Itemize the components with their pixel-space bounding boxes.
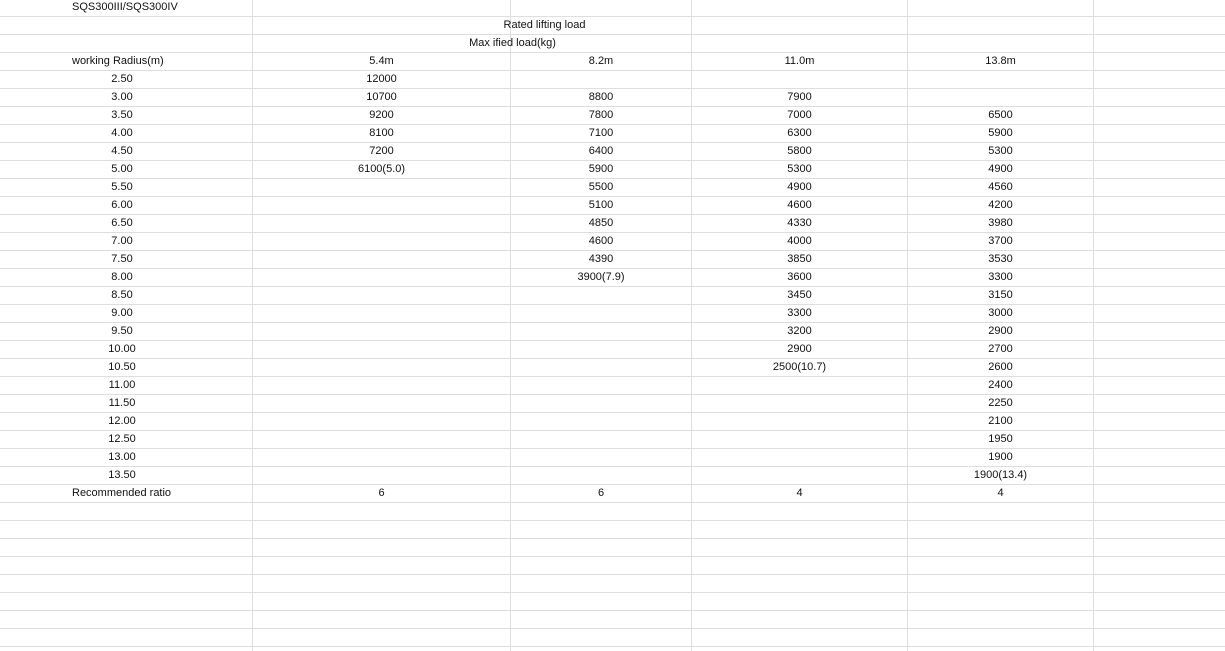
load-cell-11.0m bbox=[692, 70, 907, 88]
load-cell-5.4m bbox=[253, 394, 510, 412]
load-cell-8.2m: 6400 bbox=[588, 145, 614, 157]
load-cell-11.0m: 5800 bbox=[787, 145, 812, 157]
radius-cell: 5.00 bbox=[111, 163, 133, 175]
radius-cell: 3.00 bbox=[111, 91, 133, 103]
radius-cell: 5.50 bbox=[111, 181, 133, 193]
radius-cell: 9.50 bbox=[111, 325, 133, 337]
load-cell-11.0m: 4000 bbox=[787, 235, 812, 247]
radius-cell: 13.50 bbox=[108, 469, 136, 481]
load-cell-5.4m bbox=[253, 250, 510, 268]
load-cell-8.2m: 4600 bbox=[588, 235, 614, 247]
load-cell-8.2m bbox=[511, 448, 691, 466]
load-cell-11.0m: 3450 bbox=[787, 289, 812, 301]
load-cell-5.4m bbox=[253, 232, 510, 250]
load-cell-13.8m: 4200 bbox=[988, 199, 1013, 211]
boom-header-11.0m: 11.0m bbox=[784, 55, 815, 67]
load-cell-13.8m: 2400 bbox=[988, 379, 1013, 391]
radius-cell: 2.50 bbox=[111, 73, 133, 85]
row-divider bbox=[0, 646, 1225, 647]
load-cell-8.2m bbox=[511, 358, 691, 376]
load-cell-8.2m: 4390 bbox=[588, 253, 614, 265]
load-cell-13.8m: 3150 bbox=[988, 289, 1013, 301]
load-cell-5.4m bbox=[253, 214, 510, 232]
max-load-header: Max ified load(kg) bbox=[469, 37, 556, 49]
load-cell-11.0m bbox=[692, 448, 907, 466]
row-divider bbox=[0, 502, 1225, 503]
column-divider bbox=[1093, 0, 1094, 651]
load-cell-5.4m: 10700 bbox=[366, 91, 397, 103]
boom-header-13.8m: 13.8m bbox=[985, 55, 1016, 67]
load-cell-8.2m: 5500 bbox=[588, 181, 614, 193]
load-cell-11.0m: 3200 bbox=[787, 325, 812, 337]
load-cell-13.8m: 2250 bbox=[988, 397, 1013, 409]
radius-cell: 10.00 bbox=[108, 343, 136, 355]
load-cell-13.8m bbox=[908, 70, 1093, 88]
ratio-value-11.0m: 4 bbox=[796, 487, 803, 499]
load-cell-5.4m: 12000 bbox=[366, 73, 397, 85]
load-cell-11.0m: 4330 bbox=[787, 217, 812, 229]
load-cell-11.0m: 3300 bbox=[787, 307, 812, 319]
load-cell-13.8m: 1900 bbox=[988, 451, 1013, 463]
load-cell-13.8m: 3000 bbox=[988, 307, 1013, 319]
radius-cell: 4.50 bbox=[111, 145, 133, 157]
load-cell-5.4m bbox=[253, 340, 510, 358]
working-radius-header: working Radius(m) bbox=[72, 55, 164, 67]
load-cell-5.4m bbox=[253, 196, 510, 214]
load-cell-13.8m: 4900 bbox=[988, 163, 1013, 175]
load-cell-8.2m: 7100 bbox=[588, 127, 614, 139]
load-cell-13.8m: 5300 bbox=[988, 145, 1013, 157]
load-cell-13.8m: 2700 bbox=[988, 343, 1013, 355]
load-cell-11.0m: 3600 bbox=[787, 271, 812, 283]
load-cell-8.2m: 5900 bbox=[588, 163, 614, 175]
load-cell-13.8m: 3980 bbox=[988, 217, 1013, 229]
load-cell-5.4m: 9200 bbox=[369, 109, 394, 121]
load-cell-5.4m bbox=[253, 358, 510, 376]
radius-cell: 7.50 bbox=[111, 253, 133, 265]
load-cell-11.0m: 4600 bbox=[787, 199, 812, 211]
row-divider bbox=[0, 556, 1225, 557]
radius-cell: 12.00 bbox=[108, 415, 136, 427]
boom-header-5.4m: 5.4m bbox=[369, 55, 394, 67]
load-cell-5.4m: 7200 bbox=[369, 145, 394, 157]
radius-cell: 4.00 bbox=[111, 127, 133, 139]
model-title: SQS300III/SQS300IV bbox=[72, 1, 178, 13]
load-cell-13.8m: 6500 bbox=[988, 109, 1013, 121]
load-cell-8.2m bbox=[511, 412, 691, 430]
load-cell-8.2m bbox=[511, 394, 691, 412]
load-cell-8.2m: 5100 bbox=[588, 199, 614, 211]
load-cell-8.2m: 4850 bbox=[588, 217, 614, 229]
load-cell-5.4m bbox=[253, 322, 510, 340]
load-cell-13.8m: 4560 bbox=[988, 181, 1013, 193]
row-divider bbox=[0, 592, 1225, 593]
load-cell-8.2m: 7800 bbox=[588, 109, 614, 121]
radius-cell: 13.00 bbox=[108, 451, 136, 463]
load-cell-8.2m bbox=[511, 376, 691, 394]
radius-cell: 8.50 bbox=[111, 289, 133, 301]
radius-cell: 11.00 bbox=[108, 379, 136, 391]
row-divider bbox=[0, 610, 1225, 611]
row-divider bbox=[0, 574, 1225, 575]
radius-cell: 3.50 bbox=[111, 109, 133, 121]
load-cell-11.0m: 2900 bbox=[787, 343, 812, 355]
ratio-value-8.2m: 6 bbox=[597, 487, 605, 499]
row-divider bbox=[0, 628, 1225, 629]
load-cell-13.8m: 3700 bbox=[988, 235, 1013, 247]
load-cell-11.0m: 6300 bbox=[787, 127, 812, 139]
radius-cell: 8.00 bbox=[111, 271, 133, 283]
ratio-value-5.4m: 6 bbox=[378, 487, 385, 499]
load-cell-11.0m bbox=[692, 376, 907, 394]
radius-cell: 7.00 bbox=[111, 235, 133, 247]
load-cell-13.8m: 5900 bbox=[988, 127, 1013, 139]
radius-cell: 12.50 bbox=[108, 433, 136, 445]
load-cell-8.2m bbox=[511, 466, 691, 484]
load-cell-11.0m: 4900 bbox=[787, 181, 812, 193]
load-cell-13.8m: 1900(13.4) bbox=[973, 469, 1028, 481]
load-cell-5.4m bbox=[253, 286, 510, 304]
load-cell-5.4m bbox=[253, 376, 510, 394]
load-cell-5.4m bbox=[253, 178, 510, 196]
load-cell-5.4m bbox=[253, 466, 510, 484]
load-cell-5.4m: 6100(5.0) bbox=[357, 163, 406, 175]
radius-cell: 6.50 bbox=[111, 217, 133, 229]
load-cell-11.0m: 7900 bbox=[787, 91, 812, 103]
load-cell-11.0m: 7000 bbox=[787, 109, 812, 121]
load-cell-8.2m bbox=[511, 340, 691, 358]
load-cell-5.4m bbox=[253, 430, 510, 448]
load-cell-13.8m: 2100 bbox=[988, 415, 1013, 427]
load-cell-8.2m bbox=[511, 322, 691, 340]
load-cell-11.0m bbox=[692, 412, 907, 430]
load-cell-13.8m: 3300 bbox=[988, 271, 1013, 283]
load-cell-11.0m: 2500(10.7) bbox=[772, 361, 827, 373]
load-cell-11.0m: 3850 bbox=[787, 253, 812, 265]
recommended-ratio-label: Recommended ratio bbox=[72, 487, 172, 499]
load-cell-8.2m bbox=[511, 286, 691, 304]
load-cell-5.4m bbox=[253, 412, 510, 430]
load-cell-8.2m: 3900(7.9) bbox=[577, 271, 625, 283]
load-cell-13.8m: 2600 bbox=[988, 361, 1013, 373]
row-divider bbox=[0, 520, 1225, 521]
load-cell-5.4m bbox=[253, 268, 510, 286]
radius-cell: 6.00 bbox=[111, 199, 133, 211]
load-cell-13.8m: 3530 bbox=[988, 253, 1013, 265]
radius-cell: 9.00 bbox=[111, 307, 133, 319]
load-cell-11.0m bbox=[692, 394, 907, 412]
load-cell-8.2m bbox=[511, 304, 691, 322]
load-cell-5.4m: 8100 bbox=[369, 127, 394, 139]
boom-header-8.2m: 8.2m bbox=[588, 55, 614, 67]
load-cell-13.8m: 2900 bbox=[988, 325, 1013, 337]
load-cell-13.8m: 1950 bbox=[988, 433, 1013, 445]
load-cell-8.2m bbox=[511, 430, 691, 448]
load-cell-13.8m bbox=[908, 88, 1093, 106]
load-cell-11.0m: 5300 bbox=[787, 163, 812, 175]
load-cell-11.0m bbox=[692, 430, 907, 448]
radius-cell: 10.50 bbox=[108, 361, 136, 373]
row-divider bbox=[0, 538, 1225, 539]
load-cell-11.0m bbox=[692, 466, 907, 484]
load-cell-8.2m: 8800 bbox=[588, 91, 614, 103]
ratio-value-13.8m: 4 bbox=[997, 487, 1004, 499]
load-cell-8.2m bbox=[511, 70, 691, 88]
rated-lifting-load-header: Rated lifting load bbox=[503, 19, 586, 31]
load-cell-5.4m bbox=[253, 304, 510, 322]
radius-cell: 11.50 bbox=[108, 397, 136, 409]
load-cell-5.4m bbox=[253, 448, 510, 466]
